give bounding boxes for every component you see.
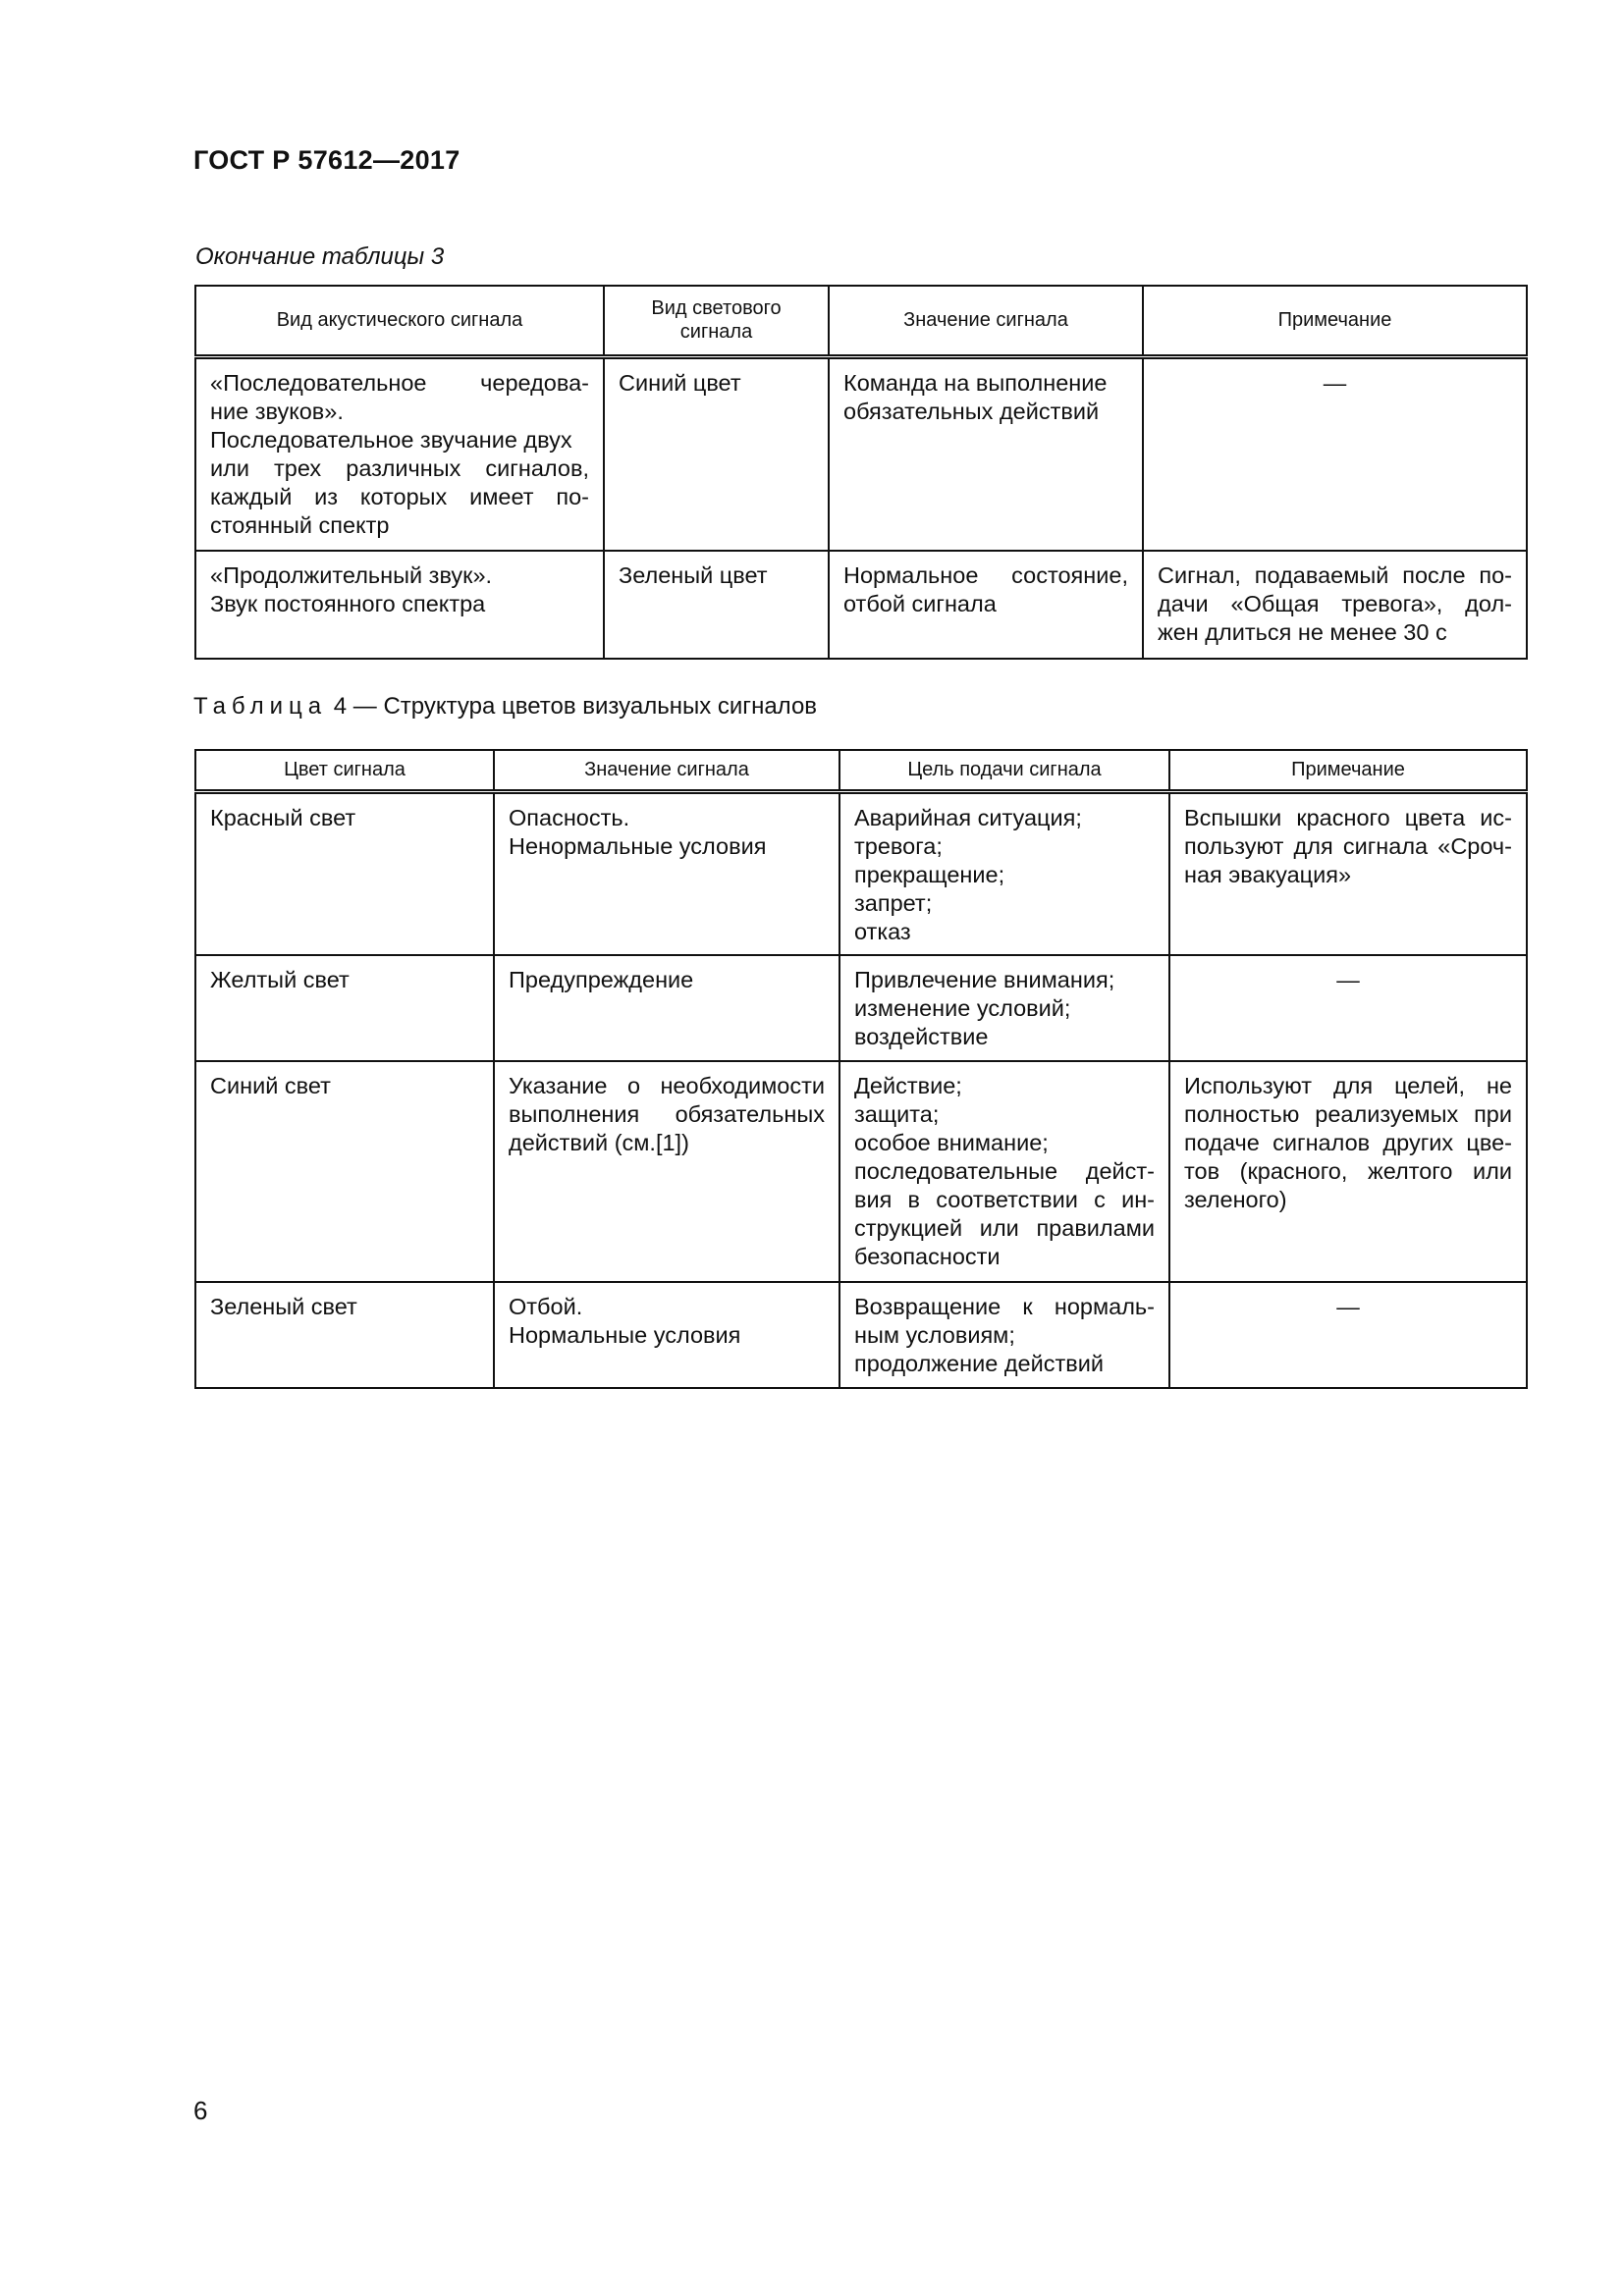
- table4-cell-note: —: [1169, 1282, 1527, 1388]
- table3-col-header: Вид акустического сигнала: [195, 286, 604, 356]
- table4-cell-purpose: Возвращение к нормаль- ным условиям; продолжение действий: [839, 1282, 1169, 1388]
- table3-cell-meaning: Команда на выполнение обязательных действий: [829, 356, 1143, 551]
- table4-cell-purpose: Привлечение внимания; изменение условий; воздействие: [839, 955, 1169, 1061]
- table4-cell-purpose: Действие; защита; особое внимание; последовательные дейст- вия в соответствии с ин- струкцией или правилами безопасности: [839, 1061, 1169, 1282]
- table4-row: [195, 1061, 1527, 1282]
- table3-cell-light: Синий цвет: [604, 356, 829, 551]
- table4-col-header: Цель подачи сигнала: [839, 750, 1169, 791]
- table4-cell-meaning: Указание о необходимости выполнения обязательных действий (см.[1]): [494, 1061, 839, 1282]
- table4-row: [195, 791, 1527, 955]
- table4-cell-note: —: [1169, 955, 1527, 1061]
- table4-col-header: Цвет сигнала: [195, 750, 494, 791]
- table4: [194, 749, 1528, 1389]
- table4-row: [195, 1282, 1527, 1388]
- table4-cell-color: Желтый свет: [195, 955, 494, 1061]
- table3-cell-sound: «Продолжительный звук». Звук постоянного спектра: [195, 551, 604, 659]
- table4-cell-purpose: Аварийная ситуация; тревога; прекращение; запрет; отказ: [839, 791, 1169, 955]
- table4-cell-color: Синий свет: [195, 1061, 494, 1282]
- table4-row: [195, 955, 1527, 1061]
- table3-row: [195, 356, 1527, 551]
- table4-cell-color: Красный свет: [195, 791, 494, 955]
- table4-col-header: Примечание: [1169, 750, 1527, 791]
- table3-row: [195, 551, 1527, 659]
- table4-cell-meaning: Предупреждение: [494, 955, 839, 1061]
- table3-cell-sound: «Последовательное чередова- ние звуков». Последовательное звучание двух или трех различных сигналов, каждый из которых имеет по- стоянный спектр: [195, 356, 604, 551]
- table3-cell-note: —: [1143, 356, 1527, 551]
- table3: [194, 285, 1528, 660]
- table4-cell-color: Зеленый свет: [195, 1282, 494, 1388]
- table3-cell-note: Сигнал, подаваемый после по- дачи «Общая тревога», дол- жен длиться не менее 30 с: [1143, 551, 1527, 659]
- table4-header-row: [195, 750, 1527, 791]
- table4-caption-title: 4 — Структура цветов визуальных сигналов: [327, 693, 818, 720]
- document-code: ГОСТ Р 57612—2017: [193, 145, 460, 175]
- table3-col-header: Вид светового сигнала: [604, 286, 829, 356]
- table4-cell-meaning: Опасность. Ненормальные условия: [494, 791, 839, 955]
- table3-header-row: [195, 286, 1527, 356]
- table4-caption: [193, 693, 817, 721]
- table3-col-header: Примечание: [1143, 286, 1527, 356]
- table3-cell-light: Зеленый цвет: [604, 551, 829, 659]
- page-number: 6: [193, 2096, 208, 2125]
- table3-col-header: Значение сигнала: [829, 286, 1143, 356]
- table4-cell-note: Используют для целей, не полностью реализуемых при подаче сигналов других цве- тов (красного, желтого или зеленого): [1169, 1061, 1527, 1282]
- table3-cell-meaning: Нормальное состояние, отбой сигнала: [829, 551, 1143, 659]
- table4-col-header: Значение сигнала: [494, 750, 839, 791]
- table4-cell-note: Вспышки красного цвета ис- пользуют для сигнала «Сроч- ная эвакуация»: [1169, 791, 1527, 955]
- table4-caption-label: Таблица: [193, 693, 328, 720]
- table4-cell-meaning: Отбой. Нормальные условия: [494, 1282, 839, 1388]
- table3-caption: Окончание таблицы 3: [195, 243, 445, 270]
